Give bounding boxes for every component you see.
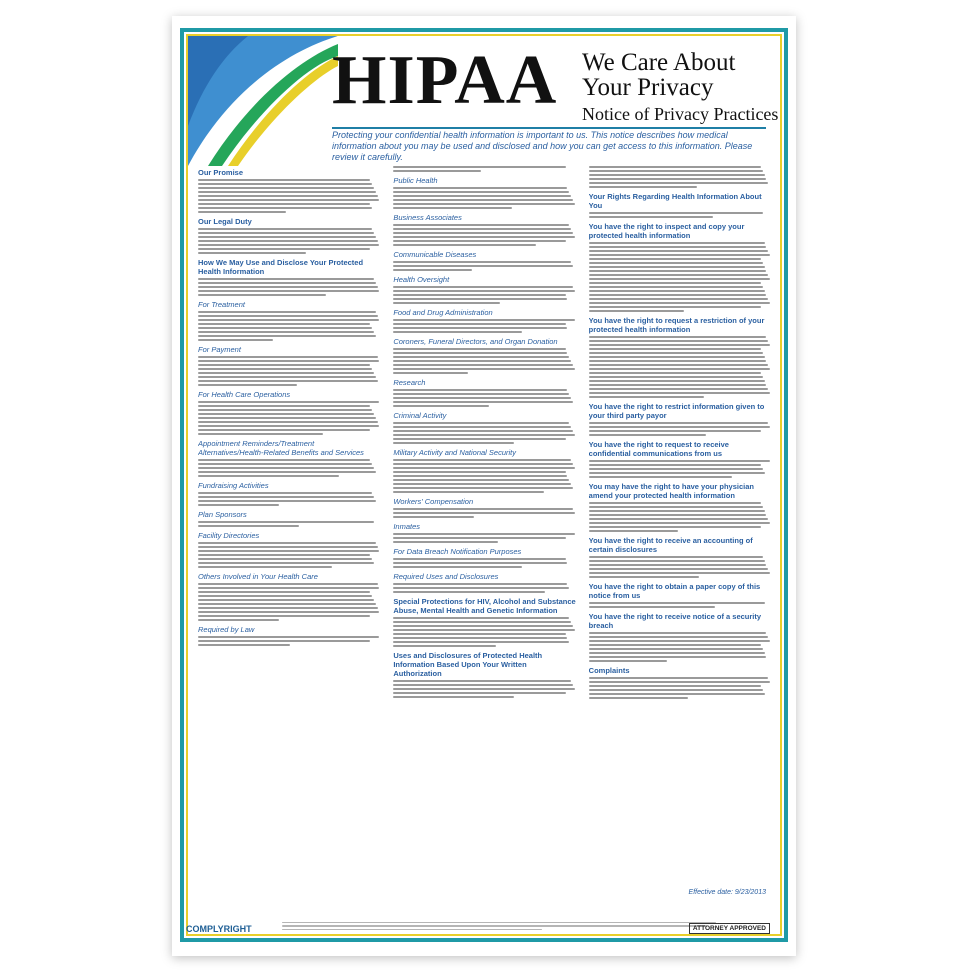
body-text-line <box>393 244 536 246</box>
body-text-line <box>198 278 374 280</box>
body-text-line <box>393 327 567 329</box>
body-text-line <box>198 244 379 246</box>
body-text-line <box>198 492 372 494</box>
body-text-line <box>393 170 481 172</box>
body-text-line <box>393 587 569 589</box>
section-heading: For Health Care Operations <box>198 390 291 399</box>
body-text-line <box>589 294 767 296</box>
body-text-line <box>589 302 770 304</box>
body-text-line <box>393 393 569 395</box>
body-text-line <box>589 380 765 382</box>
body-text-line <box>393 645 496 647</box>
body-text-line <box>393 261 571 263</box>
body-text-line <box>589 464 761 466</box>
body-text-line <box>589 246 767 248</box>
section-heading: Our Promise <box>198 168 244 177</box>
section-heading: Required by Law <box>198 625 255 634</box>
body-text-line <box>393 516 474 518</box>
body-text-line <box>393 684 573 686</box>
body-text-line <box>198 566 332 568</box>
body-text-line <box>589 518 769 520</box>
body-text-line <box>393 426 571 428</box>
body-text-line <box>198 236 376 238</box>
section-heading: Required Uses and Disclosures <box>393 572 499 581</box>
body-text-line <box>198 413 374 415</box>
body-text-line <box>393 228 571 230</box>
body-text-line <box>198 554 370 556</box>
body-text-line <box>198 323 370 325</box>
body-text-line <box>393 696 514 698</box>
body-text-line <box>393 302 499 304</box>
body-text-line <box>393 680 571 682</box>
body-text-line <box>393 405 488 407</box>
body-text-line <box>589 262 763 264</box>
body-text-line <box>589 576 699 578</box>
body-text-line <box>589 606 715 608</box>
body-text-line <box>198 583 378 585</box>
body-text-line <box>393 364 573 366</box>
body-text-line <box>198 599 374 601</box>
body-text-line <box>589 526 761 528</box>
section-heading: Coroners, Funeral Directors, and Organ Donation <box>393 337 558 346</box>
body-text-line <box>393 166 565 168</box>
body-text-line <box>589 278 770 280</box>
body-text-line <box>198 471 376 473</box>
body-text-line <box>198 384 297 386</box>
body-text-line <box>589 306 761 308</box>
body-text-line <box>589 250 769 252</box>
body-text-line <box>198 587 379 589</box>
section-heading: You have the right to request to receive confidential communications from us <box>588 440 729 458</box>
section-heading: You have the right to receive notice of a security breach <box>588 612 762 630</box>
body-text-line <box>393 352 567 354</box>
section-heading: Inmates <box>393 522 421 531</box>
body-text-line <box>198 500 376 502</box>
section-heading: Workers' Compensation <box>393 497 474 506</box>
body-text-line <box>393 199 573 201</box>
body-text-line <box>393 483 571 485</box>
body-text-line <box>198 603 376 605</box>
body-text-line <box>393 512 574 514</box>
body-text-line <box>589 340 769 342</box>
body-text-line <box>393 487 573 489</box>
section-heading: You have the right to receive an accounting of certain disclosures <box>588 536 753 554</box>
body-text-line <box>198 203 370 205</box>
body-text-line <box>198 294 326 296</box>
body-text-line <box>393 360 571 362</box>
body-text-line <box>198 463 372 465</box>
body-text-line <box>198 636 379 638</box>
body-text-line <box>198 380 378 382</box>
section-heading: Research <box>393 378 426 387</box>
privacy-poster <box>172 16 796 956</box>
body-text-line <box>589 392 770 394</box>
body-text-line <box>589 514 767 516</box>
body-text-line <box>198 615 370 617</box>
body-text-line <box>198 562 374 564</box>
body-text-line <box>589 506 763 508</box>
body-text-line <box>589 286 763 288</box>
body-text-line <box>393 475 567 477</box>
body-text-line <box>198 591 370 593</box>
body-text-line <box>393 294 565 296</box>
section-heading: Fundraising Activities <box>198 481 269 490</box>
body-text-line <box>198 179 370 181</box>
body-text-line <box>198 331 374 333</box>
body-text-line <box>393 491 543 493</box>
body-text-line <box>393 692 565 694</box>
section-heading: You have the right to inspect and copy your protected health information <box>588 222 745 240</box>
body-text-line <box>198 187 374 189</box>
body-text-line <box>589 430 761 432</box>
body-text-line <box>589 364 769 366</box>
section-heading: Others Involved in Your Health Care <box>198 572 318 581</box>
body-text-line <box>589 681 770 683</box>
body-text-line <box>589 460 770 462</box>
section-heading: Military Activity and National Security <box>393 448 517 457</box>
body-text-line <box>589 640 770 642</box>
body-text-line <box>393 442 514 444</box>
body-text-line <box>198 405 370 407</box>
body-text-line <box>393 187 567 189</box>
body-text-line <box>198 282 376 284</box>
body-text-line <box>198 211 286 213</box>
body-text-line <box>393 203 574 205</box>
title-rule <box>332 127 766 129</box>
body-text-line <box>393 422 569 424</box>
body-text-line <box>589 372 761 374</box>
body-text-line <box>589 568 769 570</box>
attorney-approved-badge: ATTORNEY APPROVED <box>689 923 770 934</box>
section-heading: Plan Sponsors <box>198 510 247 519</box>
section-heading: Uses and Disclosures of Protected Health Information Based Upon Your Written Authorization <box>393 651 543 678</box>
body-text-line <box>589 336 767 338</box>
body-text-line <box>393 641 569 643</box>
body-text-line <box>198 360 379 362</box>
body-text-line <box>393 290 574 292</box>
body-text-line <box>589 344 770 346</box>
section-heading: For Treatment <box>198 300 245 309</box>
body-text-line <box>198 286 378 288</box>
body-text-line <box>198 417 376 419</box>
body-text-line <box>393 537 565 539</box>
body-text-line <box>198 611 379 613</box>
body-text-line <box>393 459 571 461</box>
body-text-line <box>589 685 761 687</box>
corner-swoosh-graphic <box>188 36 338 166</box>
body-text-line <box>589 352 763 354</box>
body-text-line <box>198 496 374 498</box>
body-text-line <box>198 315 378 317</box>
body-text-line <box>393 298 567 300</box>
body-text-line <box>589 356 765 358</box>
body-text-line <box>589 602 765 604</box>
body-text-line <box>393 591 545 593</box>
body-text-line <box>589 522 770 524</box>
body-text-line <box>589 422 769 424</box>
body-text-line <box>198 248 370 250</box>
body-text-line <box>589 216 714 218</box>
body-text-line <box>393 269 472 271</box>
body-text-line <box>198 425 379 427</box>
body-text-line <box>393 232 573 234</box>
body-text-line <box>589 697 688 699</box>
body-text-line <box>589 368 770 370</box>
body-text-line <box>198 504 279 506</box>
body-text-line <box>589 166 761 168</box>
section-heading: How We May Use and Disclose Your Protected Health Information <box>198 258 364 276</box>
body-text-line <box>393 207 512 209</box>
body-text-line <box>393 430 573 432</box>
poster-title: HIPAA <box>332 42 558 119</box>
body-text-line <box>589 510 765 512</box>
body-text-line <box>198 467 374 469</box>
body-text-line <box>589 564 767 566</box>
body-text-line <box>198 550 379 552</box>
notice-column-2 <box>393 164 576 906</box>
body-text-line <box>589 174 765 176</box>
body-text-line <box>589 212 763 214</box>
body-text-line <box>589 396 704 398</box>
notice-columns <box>198 164 772 906</box>
body-text-line <box>198 475 339 477</box>
body-text-line <box>198 339 273 341</box>
section-heading: Facility Directories <box>198 531 260 540</box>
body-text-line <box>589 274 769 276</box>
body-text-line <box>589 644 761 646</box>
intro-paragraph: Protecting your confidential health information is important to us. This notice describes how medical information about you may be used and disclosed and how you can get access to this information. Please review it carefully. <box>332 130 753 162</box>
body-text-line <box>198 183 372 185</box>
body-text-line <box>393 625 573 627</box>
body-text-line <box>589 290 765 292</box>
body-text-line <box>198 290 379 292</box>
body-text-line <box>198 619 279 621</box>
section-heading: Public Health <box>393 176 438 185</box>
body-text-line <box>393 562 567 564</box>
body-text-line <box>198 409 372 411</box>
body-text-line <box>393 434 574 436</box>
body-text-line <box>198 327 372 329</box>
body-text-line <box>393 286 573 288</box>
body-text-line <box>393 621 571 623</box>
body-text-line <box>589 426 770 428</box>
body-text-line <box>393 240 565 242</box>
body-text-line <box>589 282 761 284</box>
body-text-line <box>589 468 763 470</box>
body-text-line <box>589 560 765 562</box>
body-text-line <box>393 195 571 197</box>
body-text-line <box>198 595 372 597</box>
body-text-line <box>393 224 569 226</box>
body-text-line <box>198 459 370 461</box>
body-text-line <box>589 434 706 436</box>
section-heading: Health Oversight <box>393 275 450 284</box>
section-heading: Communicable Diseases <box>393 250 477 259</box>
body-text-line <box>589 298 769 300</box>
body-text-line <box>589 310 684 312</box>
body-text-line <box>393 479 569 481</box>
body-text-line <box>198 525 299 527</box>
body-text-line <box>393 558 565 560</box>
body-text-line <box>589 693 765 695</box>
body-text-line <box>198 311 376 313</box>
body-text-line <box>589 254 770 256</box>
body-text-line <box>589 186 697 188</box>
section-heading: You have the right to obtain a paper copy of this notice from us <box>588 582 761 600</box>
body-text-line <box>589 270 767 272</box>
body-text-line <box>589 266 765 268</box>
section-heading: Complaints <box>588 666 630 675</box>
body-text-line <box>393 389 567 391</box>
poster-subtitle: We Care About Your Privacy <box>582 49 736 101</box>
poster-notice-title: Notice of Privacy Practices <box>582 104 779 124</box>
body-text-line <box>393 688 574 690</box>
body-text-line <box>198 195 378 197</box>
body-text-line <box>589 632 767 634</box>
brand-logo: COMPLYRIGHT <box>186 924 252 934</box>
body-text-line <box>198 558 372 560</box>
body-text-line <box>198 421 378 423</box>
body-text-line <box>198 356 378 358</box>
body-text-line <box>198 376 376 378</box>
body-text-line <box>393 368 574 370</box>
body-text-line <box>589 652 765 654</box>
body-text-line <box>589 502 761 504</box>
body-text-line <box>393 397 571 399</box>
body-text-line <box>198 252 306 254</box>
body-text-line <box>393 356 569 358</box>
body-text-line <box>589 556 763 558</box>
body-text-line <box>393 331 521 333</box>
body-text-line <box>393 467 574 469</box>
effective-date: Effective date: 9/23/2013 <box>688 889 766 896</box>
section-heading: For Payment <box>198 345 241 354</box>
body-text-line <box>393 629 574 631</box>
body-text-line <box>589 476 732 478</box>
section-heading: You have the right to request a restriction of your protected health information <box>588 316 765 334</box>
body-text-line <box>198 240 378 242</box>
notice-column-3 <box>589 164 772 906</box>
body-text-line <box>589 170 763 172</box>
body-text-line <box>393 463 573 465</box>
section-heading: You have the right to restrict information given to your third party payor <box>588 402 765 420</box>
body-text-line <box>198 364 370 366</box>
body-text-line <box>589 677 769 679</box>
body-text-line <box>589 388 769 390</box>
body-text-line <box>393 438 565 440</box>
body-text-line <box>198 319 379 321</box>
footer-fine-print <box>282 920 716 933</box>
body-text-line <box>393 265 573 267</box>
body-text-line <box>198 401 379 403</box>
body-text-line <box>198 191 376 193</box>
body-text-line <box>589 572 770 574</box>
body-text-line <box>589 689 763 691</box>
body-text-line <box>198 232 374 234</box>
body-text-line <box>393 508 573 510</box>
body-text-line <box>198 228 372 230</box>
body-text-line <box>393 633 565 635</box>
body-text-line <box>393 471 565 473</box>
body-text-line <box>589 384 767 386</box>
body-text-line <box>393 323 565 325</box>
body-text-line <box>589 258 761 260</box>
body-text-line <box>198 199 379 201</box>
body-text-line <box>198 207 372 209</box>
body-text-line <box>589 376 763 378</box>
body-text-line <box>198 521 374 523</box>
body-text-line <box>198 640 370 642</box>
body-text-line <box>198 644 290 646</box>
body-text-line <box>589 656 767 658</box>
body-text-line <box>198 546 378 548</box>
section-heading: Food and Drug Administration <box>393 308 493 317</box>
body-text-line <box>589 636 769 638</box>
body-text-line <box>589 648 763 650</box>
body-text-line <box>198 372 374 374</box>
body-text-line <box>589 348 761 350</box>
body-text-line <box>589 360 767 362</box>
section-heading: You may have the right to have your physician amend your protected health information <box>588 482 754 500</box>
body-text-line <box>589 530 679 532</box>
body-text-line <box>393 401 573 403</box>
body-text-line <box>198 607 378 609</box>
body-text-line <box>393 191 569 193</box>
body-text-line <box>589 660 668 662</box>
body-text-line <box>393 541 497 543</box>
section-heading: For Data Breach Notification Purposes <box>393 547 522 556</box>
section-heading: Our Legal Duty <box>198 217 252 226</box>
section-heading: Appointment Reminders/Treatment Alternatives/Health-Related Benefits and Services <box>198 439 364 457</box>
body-text-line <box>393 319 574 321</box>
body-text-line <box>393 566 521 568</box>
body-text-line <box>589 182 769 184</box>
body-text-line <box>589 178 767 180</box>
body-text-line <box>393 637 567 639</box>
body-text-line <box>198 368 372 370</box>
body-text-line <box>198 433 323 435</box>
body-text-line <box>393 533 574 535</box>
body-text-line <box>589 472 765 474</box>
section-heading: Special Protections for HIV, Alcohol and Substance Abuse, Mental Health and Genetic Information <box>393 597 576 615</box>
body-text-line <box>589 242 765 244</box>
body-text-line <box>393 617 569 619</box>
section-heading: Business Associates <box>393 213 462 222</box>
body-text-line <box>393 583 567 585</box>
section-heading: Criminal Activity <box>393 411 447 420</box>
body-text-line <box>393 236 574 238</box>
body-text-line <box>198 429 370 431</box>
body-text-line <box>198 335 376 337</box>
body-text-line <box>393 372 468 374</box>
body-text-line <box>393 348 565 350</box>
notice-column-1 <box>198 164 381 906</box>
section-heading: Your Rights Regarding Health Information About You <box>588 192 762 210</box>
body-text-line <box>198 542 376 544</box>
